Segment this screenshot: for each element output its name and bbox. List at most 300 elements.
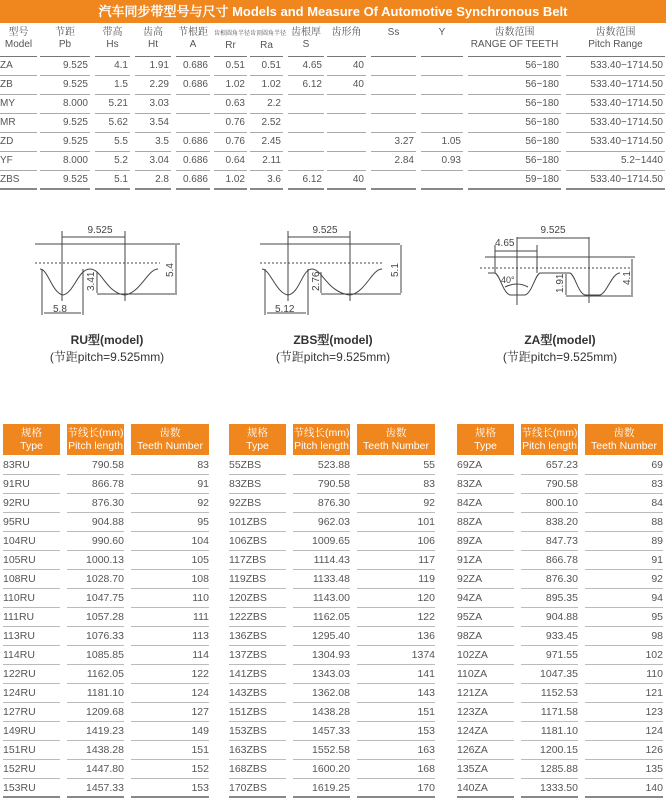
table-cell: 153RU: [3, 779, 60, 798]
table-row: [0, 171, 666, 190]
table-row: [457, 475, 665, 494]
table-row: [3, 703, 211, 722]
header-cn: 齿数范围: [595, 27, 636, 38]
table-cell: 122: [357, 608, 435, 627]
table-cell: 2.29: [135, 76, 171, 95]
table-row: [229, 513, 437, 532]
table-cell: 119ZBS: [229, 570, 286, 589]
table-row: [3, 494, 211, 513]
table-row: [3, 684, 211, 703]
table-cell: 56−180: [468, 76, 561, 95]
table-cell: 105: [131, 551, 209, 570]
table-cell: [421, 171, 463, 190]
table-row: [3, 475, 211, 494]
table-cell: 9.525: [40, 114, 90, 133]
table-row: [457, 456, 665, 475]
table-cell: 153: [131, 779, 209, 798]
table-cell: 1333.50: [521, 779, 578, 798]
header-en: Rr: [225, 40, 236, 51]
table-cell: 135ZA: [457, 760, 514, 779]
header-en: Type: [246, 440, 269, 452]
table-cell: 111: [131, 608, 209, 627]
zbs-width-dim: 5.12: [275, 304, 295, 315]
table-cell: 95: [585, 608, 663, 627]
table-cell: 1028.70: [67, 570, 124, 589]
header-en: Ra: [260, 40, 273, 51]
table-cell: 153: [357, 722, 435, 741]
column-header: [95, 24, 130, 57]
table-cell: 1114.43: [293, 551, 350, 570]
table-row: [229, 703, 437, 722]
table-cell: [371, 57, 416, 76]
za-pitch-dim: 9.525: [540, 225, 566, 236]
ru-caption: [7, 331, 207, 365]
table-cell: [421, 76, 463, 95]
header-en: Model: [4, 39, 33, 50]
table-cell: 1304.93: [293, 646, 350, 665]
table-cell: [176, 95, 210, 114]
table-cell: 141: [357, 665, 435, 684]
ru-width-dim: 5.8: [53, 304, 67, 315]
table-cell: 2.11: [250, 152, 283, 171]
table-cell: 91ZA: [457, 551, 514, 570]
table-cell: 91RU: [3, 475, 60, 494]
table-cell: 56−180: [468, 133, 561, 152]
column-header: [357, 424, 435, 455]
table-cell: [421, 114, 463, 133]
table-cell: 790.58: [521, 475, 578, 494]
table-cell: 1181.10: [67, 684, 124, 703]
table-cell: 1152.53: [521, 684, 578, 703]
table-cell: 122ZBS: [229, 608, 286, 627]
table-cell: 2.84: [371, 152, 416, 171]
table-cell: 1133.48: [293, 570, 350, 589]
table-cell: 136ZBS: [229, 627, 286, 646]
zbs-length-table: [229, 424, 437, 798]
table-cell: 170ZBS: [229, 779, 286, 798]
model-label: RU型(model): [70, 333, 144, 347]
ru-length-table: [3, 424, 211, 798]
table-row: [0, 76, 666, 95]
table-cell: 123: [585, 703, 663, 722]
table-cell: ZA: [0, 57, 37, 76]
table-cell: 151: [131, 741, 209, 760]
model-label: ZA型(model): [524, 333, 596, 347]
table-cell: 800.10: [521, 494, 578, 513]
table-cell: 533.40−1714.50: [566, 171, 665, 190]
table-cell: 1285.88: [521, 760, 578, 779]
table-cell: 1362.08: [293, 684, 350, 703]
table-cell: 9.525: [40, 133, 90, 152]
column-header: [293, 424, 350, 455]
table-cell: 1619.25: [293, 779, 350, 798]
table-cell: 95ZA: [457, 608, 514, 627]
header-cn: 齿顶圆角半径: [250, 31, 287, 37]
table-cell: 0.64: [214, 152, 247, 171]
column-header: [0, 24, 37, 57]
table-cell: 151: [357, 703, 435, 722]
table-cell: 1009.65: [293, 532, 350, 551]
header-cn: 齿形角: [331, 27, 362, 38]
table-cell: 124RU: [3, 684, 60, 703]
table-row: [229, 589, 437, 608]
table-cell: [421, 95, 463, 114]
table-cell: 92ZA: [457, 570, 514, 589]
table-cell: 2.45: [250, 133, 283, 152]
ru-height-dim: 5.4: [165, 263, 176, 277]
header-en: RANGE OF TEETH: [470, 39, 559, 50]
table-cell: 117: [357, 551, 435, 570]
table-cell: YF: [0, 152, 37, 171]
table-cell: 790.58: [293, 475, 350, 494]
spec-table: [0, 24, 666, 190]
header-en: Type: [474, 440, 497, 452]
table-row: [457, 570, 665, 589]
table-cell: 92: [357, 494, 435, 513]
column-header: [135, 24, 171, 57]
table-row: [3, 551, 211, 570]
table-cell: 104: [131, 532, 209, 551]
table-cell: 136: [357, 627, 435, 646]
table-cell: 83ZA: [457, 475, 514, 494]
table-cell: 84: [585, 494, 663, 513]
table-cell: 1295.40: [293, 627, 350, 646]
table-row: [229, 475, 437, 494]
header-cn: 齿数: [385, 427, 407, 439]
header-cn: 带高: [102, 27, 123, 38]
table-row: [3, 627, 211, 646]
table-cell: 124: [585, 722, 663, 741]
table-cell: 1.02: [214, 171, 247, 190]
table-row: [457, 665, 665, 684]
table-cell: 904.88: [521, 608, 578, 627]
table-cell: 91: [585, 551, 663, 570]
table-cell: [421, 57, 463, 76]
za-caption: [460, 331, 660, 365]
table-cell: 151RU: [3, 741, 60, 760]
table-cell: 168ZBS: [229, 760, 286, 779]
table-cell: 1374: [357, 646, 435, 665]
table-cell: 1600.20: [293, 760, 350, 779]
table-row: [229, 722, 437, 741]
table-cell: 0.76: [214, 114, 247, 133]
zbs-diagram: [260, 231, 401, 315]
table-row: [3, 760, 211, 779]
table-header: [0, 24, 666, 57]
header-cn: 节根距: [178, 27, 208, 38]
ru-pitch-dim: 9.525: [87, 225, 113, 236]
table-cell: 124: [131, 684, 209, 703]
table-cell: 143ZBS: [229, 684, 286, 703]
table-cell: 2.52: [250, 114, 283, 133]
table-cell: 3.54: [135, 114, 171, 133]
table-cell: 5.2: [95, 152, 130, 171]
table-cell: 1.5: [95, 76, 130, 95]
table-cell: 121: [585, 684, 663, 703]
header-cn: 节线长(mm): [293, 427, 350, 439]
table-cell: 838.20: [521, 513, 578, 532]
table-cell: 5.2−1440: [566, 152, 665, 171]
table-cell: 2.8: [135, 171, 171, 190]
pitch-label: (节距pitch=9.525mm): [49, 350, 165, 364]
table-cell: 114RU: [3, 646, 60, 665]
table-cell: 106: [357, 532, 435, 551]
header-en: A: [189, 39, 197, 50]
table-cell: 170: [357, 779, 435, 798]
header-cn: 规格: [475, 427, 496, 439]
table-cell: 143: [357, 684, 435, 703]
column-header: [457, 424, 514, 455]
column-header: [250, 24, 287, 57]
table-cell: 1457.33: [67, 779, 124, 798]
table-cell: 122: [131, 665, 209, 684]
table-cell: 1057.28: [67, 608, 124, 627]
table-row: [229, 570, 437, 589]
table-cell: 110: [585, 665, 663, 684]
table-cell: 1552.58: [293, 741, 350, 760]
table-row: [3, 646, 211, 665]
table-cell: 92: [131, 494, 209, 513]
header-en: Pitch length: [522, 440, 577, 452]
table-row: [457, 494, 665, 513]
table-cell: 533.40−1714.50: [566, 76, 665, 95]
pitch-label: (节距pitch=9.525mm): [502, 350, 618, 364]
belt-diagrams: [0, 215, 666, 325]
table-cell: 657.23: [521, 456, 578, 475]
table-cell: 40: [327, 76, 366, 95]
table-cell: 876.30: [521, 570, 578, 589]
header-cn: 型号: [8, 27, 29, 38]
column-header: [421, 24, 463, 57]
table-row: [3, 513, 211, 532]
table-cell: 140ZA: [457, 779, 514, 798]
za-tooth-dim: 1.91: [555, 273, 566, 293]
table-row: [457, 513, 665, 532]
table-header: [457, 424, 665, 456]
table-cell: 0.686: [176, 76, 210, 95]
table-cell: 5.5: [95, 133, 130, 152]
table-cell: 110RU: [3, 589, 60, 608]
table-cell: 1343.03: [293, 665, 350, 684]
table-row: [457, 551, 665, 570]
table-cell: 127: [131, 703, 209, 722]
table-cell: 4.1: [95, 57, 130, 76]
table-cell: 126ZA: [457, 741, 514, 760]
table-row: [457, 741, 665, 760]
table-cell: 866.78: [67, 475, 124, 494]
table-header: [229, 424, 437, 456]
table-cell: MY: [0, 95, 37, 114]
table-cell: 84ZA: [457, 494, 514, 513]
table-cell: 117ZBS: [229, 551, 286, 570]
header-cn: 节线长(mm): [521, 427, 578, 439]
table-cell: 127RU: [3, 703, 60, 722]
za-width-dim: 4.65: [495, 238, 515, 249]
table-row: [229, 456, 437, 475]
table-cell: 89ZA: [457, 532, 514, 551]
table-cell: 126: [585, 741, 663, 760]
table-cell: 1085.85: [67, 646, 124, 665]
table-cell: 106ZBS: [229, 532, 286, 551]
table-row: [457, 684, 665, 703]
table-cell: [371, 95, 416, 114]
table-cell: 5.62: [95, 114, 130, 133]
table-cell: 141ZBS: [229, 665, 286, 684]
table-row: [457, 532, 665, 551]
table-cell: 8.000: [40, 152, 90, 171]
table-row: [229, 532, 437, 551]
table-row: [3, 665, 211, 684]
table-cell: [371, 114, 416, 133]
table-cell: 1457.33: [293, 722, 350, 741]
table-cell: 110: [131, 589, 209, 608]
table-cell: 94: [585, 589, 663, 608]
table-cell: 56−180: [468, 57, 561, 76]
table-cell: [288, 133, 324, 152]
zbs-caption: [233, 331, 433, 365]
table-cell: 40: [327, 57, 366, 76]
column-header: [3, 424, 60, 455]
table-cell: 1438.28: [293, 703, 350, 722]
table-cell: 533.40−1714.50: [566, 95, 665, 114]
table-cell: 1447.80: [67, 760, 124, 779]
table-cell: 6.12: [288, 76, 324, 95]
table-row: [3, 532, 211, 551]
table-cell: 1.02: [214, 76, 247, 95]
header-en: Teeth Number: [137, 440, 203, 452]
header-cn: Ss: [387, 27, 400, 38]
table-cell: 153ZBS: [229, 722, 286, 741]
table-row: [229, 684, 437, 703]
table-row: [229, 665, 437, 684]
table-cell: 89: [585, 532, 663, 551]
table-cell: 0.686: [176, 133, 210, 152]
table-cell: 9.525: [40, 57, 90, 76]
table-cell: 163ZBS: [229, 741, 286, 760]
table-cell: 91: [131, 475, 209, 494]
table-cell: 92RU: [3, 494, 60, 513]
header-en: Pitch length: [68, 440, 123, 452]
table-row: [3, 570, 211, 589]
table-cell: MR: [0, 114, 37, 133]
header-en: Teeth Number: [363, 440, 429, 452]
table-row: [3, 741, 211, 760]
table-row: [229, 646, 437, 665]
table-row: [3, 722, 211, 741]
table-cell: 3.27: [371, 133, 416, 152]
table-cell: 108: [131, 570, 209, 589]
table-cell: 120: [357, 589, 435, 608]
table-cell: 104RU: [3, 532, 60, 551]
table-cell: ZBS: [0, 171, 37, 190]
table-cell: 6.12: [288, 171, 324, 190]
table-cell: 876.30: [67, 494, 124, 513]
table-cell: 111RU: [3, 608, 60, 627]
table-cell: ZD: [0, 133, 37, 152]
table-cell: 3.03: [135, 95, 171, 114]
table-cell: 135: [585, 760, 663, 779]
table-cell: ZB: [0, 76, 37, 95]
table-cell: 0.51: [250, 57, 283, 76]
table-cell: 105RU: [3, 551, 60, 570]
table-row: [0, 152, 666, 171]
table-cell: 533.40−1714.50: [566, 133, 665, 152]
header-cn: 节线长(mm): [67, 427, 124, 439]
model-label: ZBS型(model): [293, 333, 373, 347]
table-cell: 55: [357, 456, 435, 475]
table-row: [457, 779, 665, 798]
table-cell: 1143.00: [293, 589, 350, 608]
table-cell: 9.525: [40, 76, 90, 95]
table-cell: 95: [131, 513, 209, 532]
header-en: Teeth Number: [591, 440, 657, 452]
header-cn: 规格: [21, 427, 42, 439]
table-cell: 1.05: [421, 133, 463, 152]
header-cn: 齿根圆角半径: [214, 31, 251, 37]
table-row: [229, 760, 437, 779]
table-header: [3, 424, 211, 456]
table-cell: 149RU: [3, 722, 60, 741]
header-cn: 齿数: [159, 427, 181, 439]
zbs-height-dim: 5.1: [390, 263, 401, 277]
table-cell: 5.21: [95, 95, 130, 114]
table-cell: 1162.05: [293, 608, 350, 627]
table-cell: 113RU: [3, 627, 60, 646]
header-en: S: [302, 39, 310, 50]
table-cell: 121ZA: [457, 684, 514, 703]
table-cell: 1.91: [135, 57, 171, 76]
table-cell: 1209.68: [67, 703, 124, 722]
table-cell: 3.6: [250, 171, 283, 190]
table-cell: 1419.23: [67, 722, 124, 741]
table-row: [0, 133, 666, 152]
column-header: [327, 24, 366, 57]
column-header: [131, 424, 209, 455]
header-cn: 齿高: [143, 27, 163, 38]
table-row: [229, 779, 437, 798]
table-cell: 152: [131, 760, 209, 779]
header-en: Type: [20, 440, 43, 452]
table-cell: [288, 114, 324, 133]
table-cell: 3.5: [135, 133, 171, 152]
table-cell: 3.04: [135, 152, 171, 171]
table-cell: 1000.13: [67, 551, 124, 570]
table-cell: 98ZA: [457, 627, 514, 646]
table-row: [457, 703, 665, 722]
ru-diagram: [35, 231, 180, 315]
table-cell: 102: [585, 646, 663, 665]
za-angle-dim: 40°: [501, 275, 515, 285]
table-cell: 123ZA: [457, 703, 514, 722]
table-row: [229, 608, 437, 627]
table-cell: 101: [357, 513, 435, 532]
table-cell: 152RU: [3, 760, 60, 779]
table-cell: 92ZBS: [229, 494, 286, 513]
pitch-label: (节距pitch=9.525mm): [275, 350, 391, 364]
table-cell: 0.63: [214, 95, 247, 114]
column-header: [566, 24, 665, 57]
table-row: [3, 779, 211, 798]
table-cell: 102ZA: [457, 646, 514, 665]
table-row: [229, 494, 437, 513]
table-cell: [327, 152, 366, 171]
table-cell: 1076.33: [67, 627, 124, 646]
table-cell: 92: [585, 570, 663, 589]
table-cell: 137ZBS: [229, 646, 286, 665]
header-cn: 齿数: [613, 427, 635, 439]
table-cell: 1200.15: [521, 741, 578, 760]
table-cell: 1171.58: [521, 703, 578, 722]
